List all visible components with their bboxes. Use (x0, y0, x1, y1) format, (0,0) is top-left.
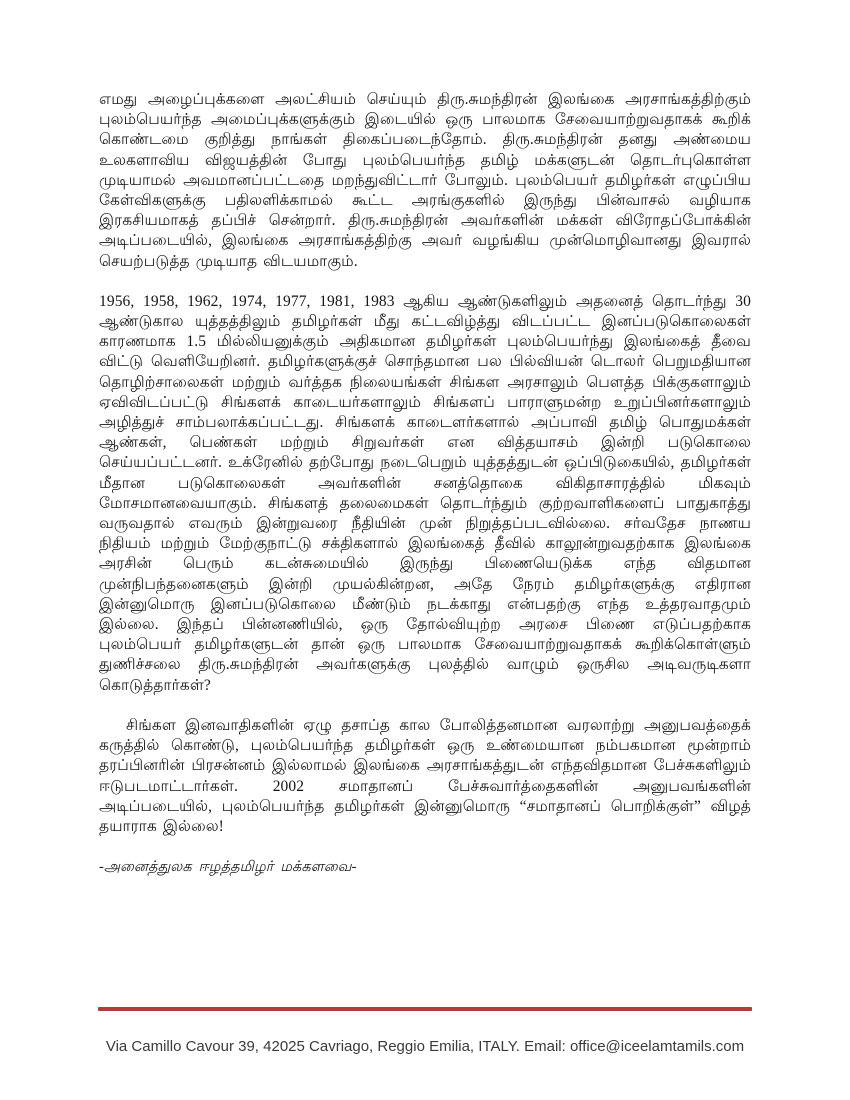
footer-address: Via Camillo Cavour 39, 42025 Cavriago, Reggio Emilia, ITALY. Email: office@iceelamtamils.com (105, 1038, 745, 1055)
signature-line: -அனைத்துலக ஈழத்தமிழர் மக்களவை- (99, 859, 357, 876)
document-body (99, 90, 751, 877)
paragraph-1: எமது அழைப்புக்களை அலட்சியம் செய்யும் திரு.சுமந்திரன் இலங்கை அரசாங்கத்திற்கும் புலம்பெயர்ந்த அமைப்புக்களுக்கும் இடையில் ஒரு பாலமாக சேவையாற்றுவதாகக் கூறிக் கொண்டமை குறித்து நாங்கள் திகைப்படைந்தோம். திரு.சுமந்திரன் தனது அண்மைய உலகளாவிய விஜயத்தின் போது புலம்பெயர்ந்த தமிழ் மக்களுடன் தொடர்புகொள்ள முடியாமல் அவமானப்பட்டதை மறந்துவிட்டார் போலும். புலம்பெயர் தமிழர்கள் எழுப்பிய கேள்விகளுக்கு பதிலளிக்காமல் கூட்ட அரங்குகளில் இருந்து பின்வாசல் வழியாக இரகசியமாகத் தப்பிச் சென்றார். திரு.சுமந்திரன் அவர்களின் மக்கள் விரோதப்போக்கின் அடிப்படையில், இலங்கை அரசாங்கத்திற்கு அவர் வழங்கிய முன்மொழிவானது இவரால் செயற்படுத்த முடியாத விடயமாகும். (99, 91, 751, 270)
paragraph-2: 1956, 1958, 1962, 1974, 1977, 1981, 1983 ஆகிய ஆண்டுகளிலும் அதனைத் தொடர்ந்து 30 ஆண்டுகால யுத்தத்திலும் தமிழர்கள் மீது கட்டவிழ்த்து விடப்பட்ட இனப்படுகொலைகள் காரணமாக 1.5 மில்லியனுக்கும் அதிகமான தமிழர்கள் புலம்பெயர்ந்து இலங்கைத் தீவை விட்டு வெளியேறினர். தமிழர்களுக்குச் சொந்தமான பல பில்வியன் டொலர் பெறுமதியான தொழிற்சாலைகள் மற்றும் வர்த்தக நிலையங்கள் சிங்கள அரசாலும் பௌத்த பிக்குகளாலும் ஏவிவிடப்பட்டு சிங்களக் காடையர்களாலும் சிங்களப் பாராளுமன்ற உறுப்பினர்களாலும் அழித்துச் சாம்பலாக்கப்பட்டது. சிங்களக் காடைளர்களால் அப்பாவி தமிழ் பொதுமக்கள் ஆண்கள், பெண்கள் மற்றும் சிறுவர்கள் என வித்தயாசம் இன்றி படுகொலை செய்யப்பட்டனர். உக்ரேனில் தற்போது நடைபெறும் யுத்தத்துடன் ஒப்பிடுகையில், தமிழர்கள் மீதான படுகொலைகள் அவர்களின் சனத்தொகை விகிதாசாரத்தில் மிகவும் மோசமானவையாகும். சிங்களத் தலைமைகள் தொடர்ந்தும் குற்றவாளிகளைப் பாதுகாத்து வருவதால் எவரும் இன்றுவரை நீதியின் முன் நிறுத்தப்படவில்லை. சர்வதேச நாணய நிதியம் மற்றும் மேற்குநாட்டு சக்திகளால் இலங்கைத் தீவில் காலூன்றுவதற்காக இலங்கை அரசின் பெரும் கடன்சுமையில் இருந்து பிணையெடுக்க எந்த விதமான முன்நிபந்தனைகளும் இன்றி முயல்கின்றன, அதே நேரம் தமிழர்களுக்கு எதிரான இன்னுமொரு இனப்படுகொலை மீண்டும் நடக்காது என்பதற்கு எந்த உத்தரவாதமும் இல்லை. இந்தப் பின்னணியில், ஒரு தோல்வியுற்ற அரசை பிணை எடுப்பதற்காக புலம்பெயர் தமிழர்களுடன் தான் ஒரு பாலமாக சேவையாற்றுவதாகக் கூறிக்கொள்ளும் துணிச்சலை திரு.சுமந்திரன் அவர்களுக்கு புலத்தில் வாழும் ஒருசில அடிவருடிகளா கொடுத்தார்கள்? (99, 292, 751, 694)
paragraph-3: சிங்கள இனவாதிகளின் ஏழு தசாப்த கால போலித்தனமான வரலாற்று அனுபவத்தைக் கருத்தில் கொண்டு, புலம்பெயர்ந்த தமிழர்கள் ஒரு உண்மையான நம்பகமான மூன்றாம் தரப்பினரின் பிரசன்னம் இல்லாமல் இலங்கை அரசாங்கத்துடன் எந்தவிதமான பேச்சுகளிலும் ஈடுபடமாட்டார்கள். 2002 சமாதானப் பேச்சுவார்த்தைகளின் அனுபவங்களின் அடிப்படையில், புலம்பெயர்ந்த தமிழர்கள் இன்னுமொரு “சமாதானப் பொறிக்குள்” விழத் தயாராக இல்லை! (99, 716, 751, 835)
footer-divider (98, 1007, 752, 1011)
